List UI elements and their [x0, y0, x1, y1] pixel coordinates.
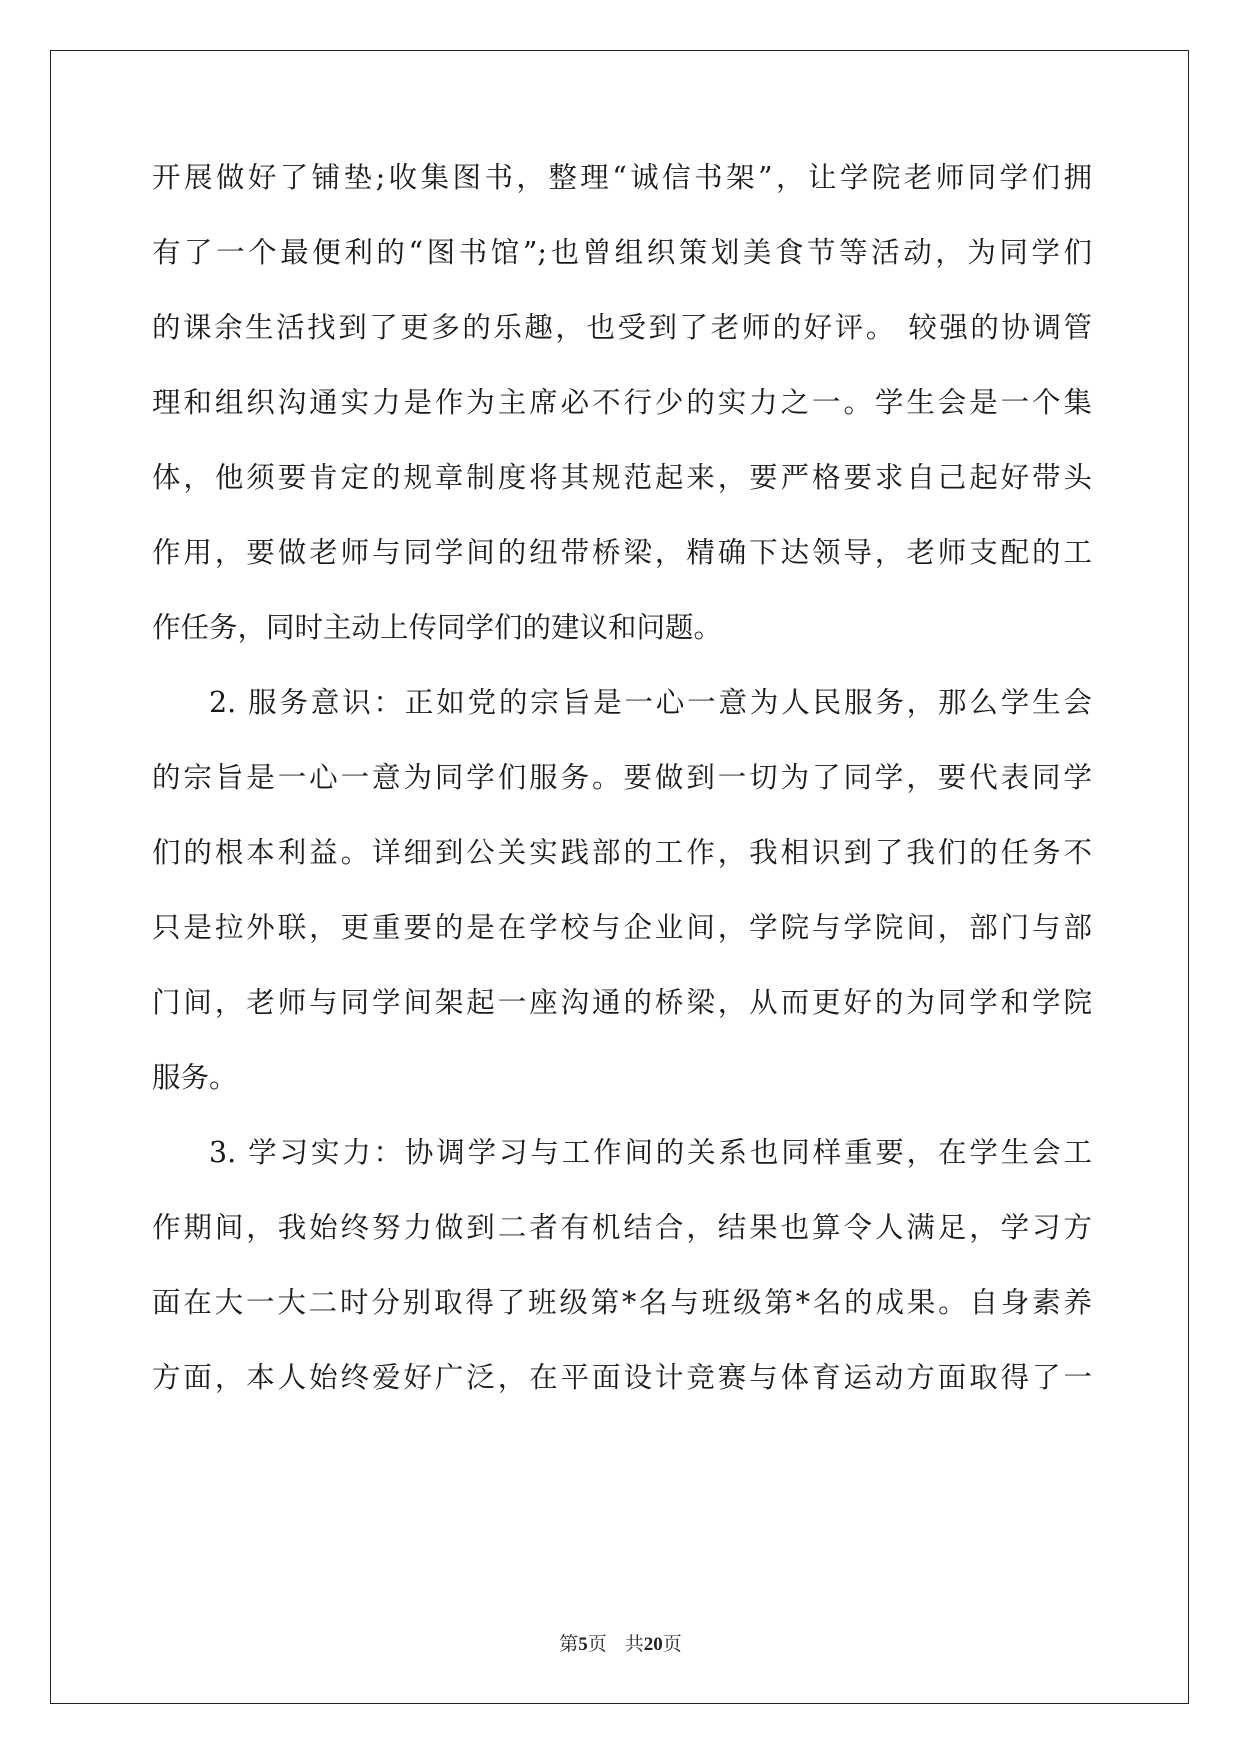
text-line: 只是拉外联，更重要的是在学校与企业间，学院与学院间，部门与部	[152, 911, 1092, 944]
text-line: 的课余生活找到了更多的乐趣，也受到了老师的好评。 较强的协调管	[152, 311, 1092, 344]
text-line: 面在大一大二时分别取得了班级第*名与班级第*名的成果。自身素养	[152, 1286, 1092, 1319]
current-page-number: 5	[578, 1634, 588, 1655]
page-suffix: 页	[587, 1633, 607, 1655]
text-line: 门间，老师与同学间架起一座沟通的桥梁，从而更好的为同学和学院	[152, 986, 1092, 1019]
total-prefix: 共	[624, 1633, 644, 1655]
text-line: 作用，要做老师与同学间的纽带桥梁，精确下达领导，老师支配的工	[152, 536, 1092, 569]
text-line: 有了一个最便利的“图书馆”;也曾组织策划美食节等活动，为同学们	[152, 236, 1092, 269]
page-prefix: 第	[559, 1633, 579, 1655]
text-line: 开展做好了铺垫;收集图书，整理“诚信书架”，让学院老师同学们拥	[152, 161, 1092, 194]
text-line: 方面，本人始终爱好广泛，在平面设计竞赛与体育运动方面取得了一	[152, 1361, 1092, 1394]
page-number-footer	[0, 1632, 1241, 1657]
paragraph-start-line: 2. 服务意识：正如党的宗旨是一心一意为人民服务，那么学生会	[209, 686, 1092, 719]
text-line: 服务。	[152, 1061, 238, 1094]
text-line: 作期间，我始终努力做到二者有机结合，结果也算令人满足，学习方	[152, 1211, 1092, 1244]
text-line: 体，他须要肯定的规章制度将其规范起来，要严格要求自己起好带头	[152, 461, 1092, 494]
text-line: 作任务，同时主动上传同学们的建议和问题。	[152, 611, 723, 644]
text-line: 理和组织沟通实力是作为主席必不行少的实力之一。学生会是一个集	[152, 386, 1092, 419]
text-line: 们的根本利益。详细到公关实践部的工作，我相识到了我们的任务不	[152, 836, 1092, 869]
text-line: 的宗旨是一心一意为同学们服务。要做到一切为了同学，要代表同学	[152, 761, 1092, 794]
paragraph-start-line: 3. 学习实力：协调学习与工作间的关系也同样重要，在学生会工	[209, 1136, 1092, 1169]
total-page-count: 20	[643, 1634, 663, 1655]
page-border	[50, 50, 1189, 1704]
total-suffix: 页	[662, 1633, 682, 1655]
